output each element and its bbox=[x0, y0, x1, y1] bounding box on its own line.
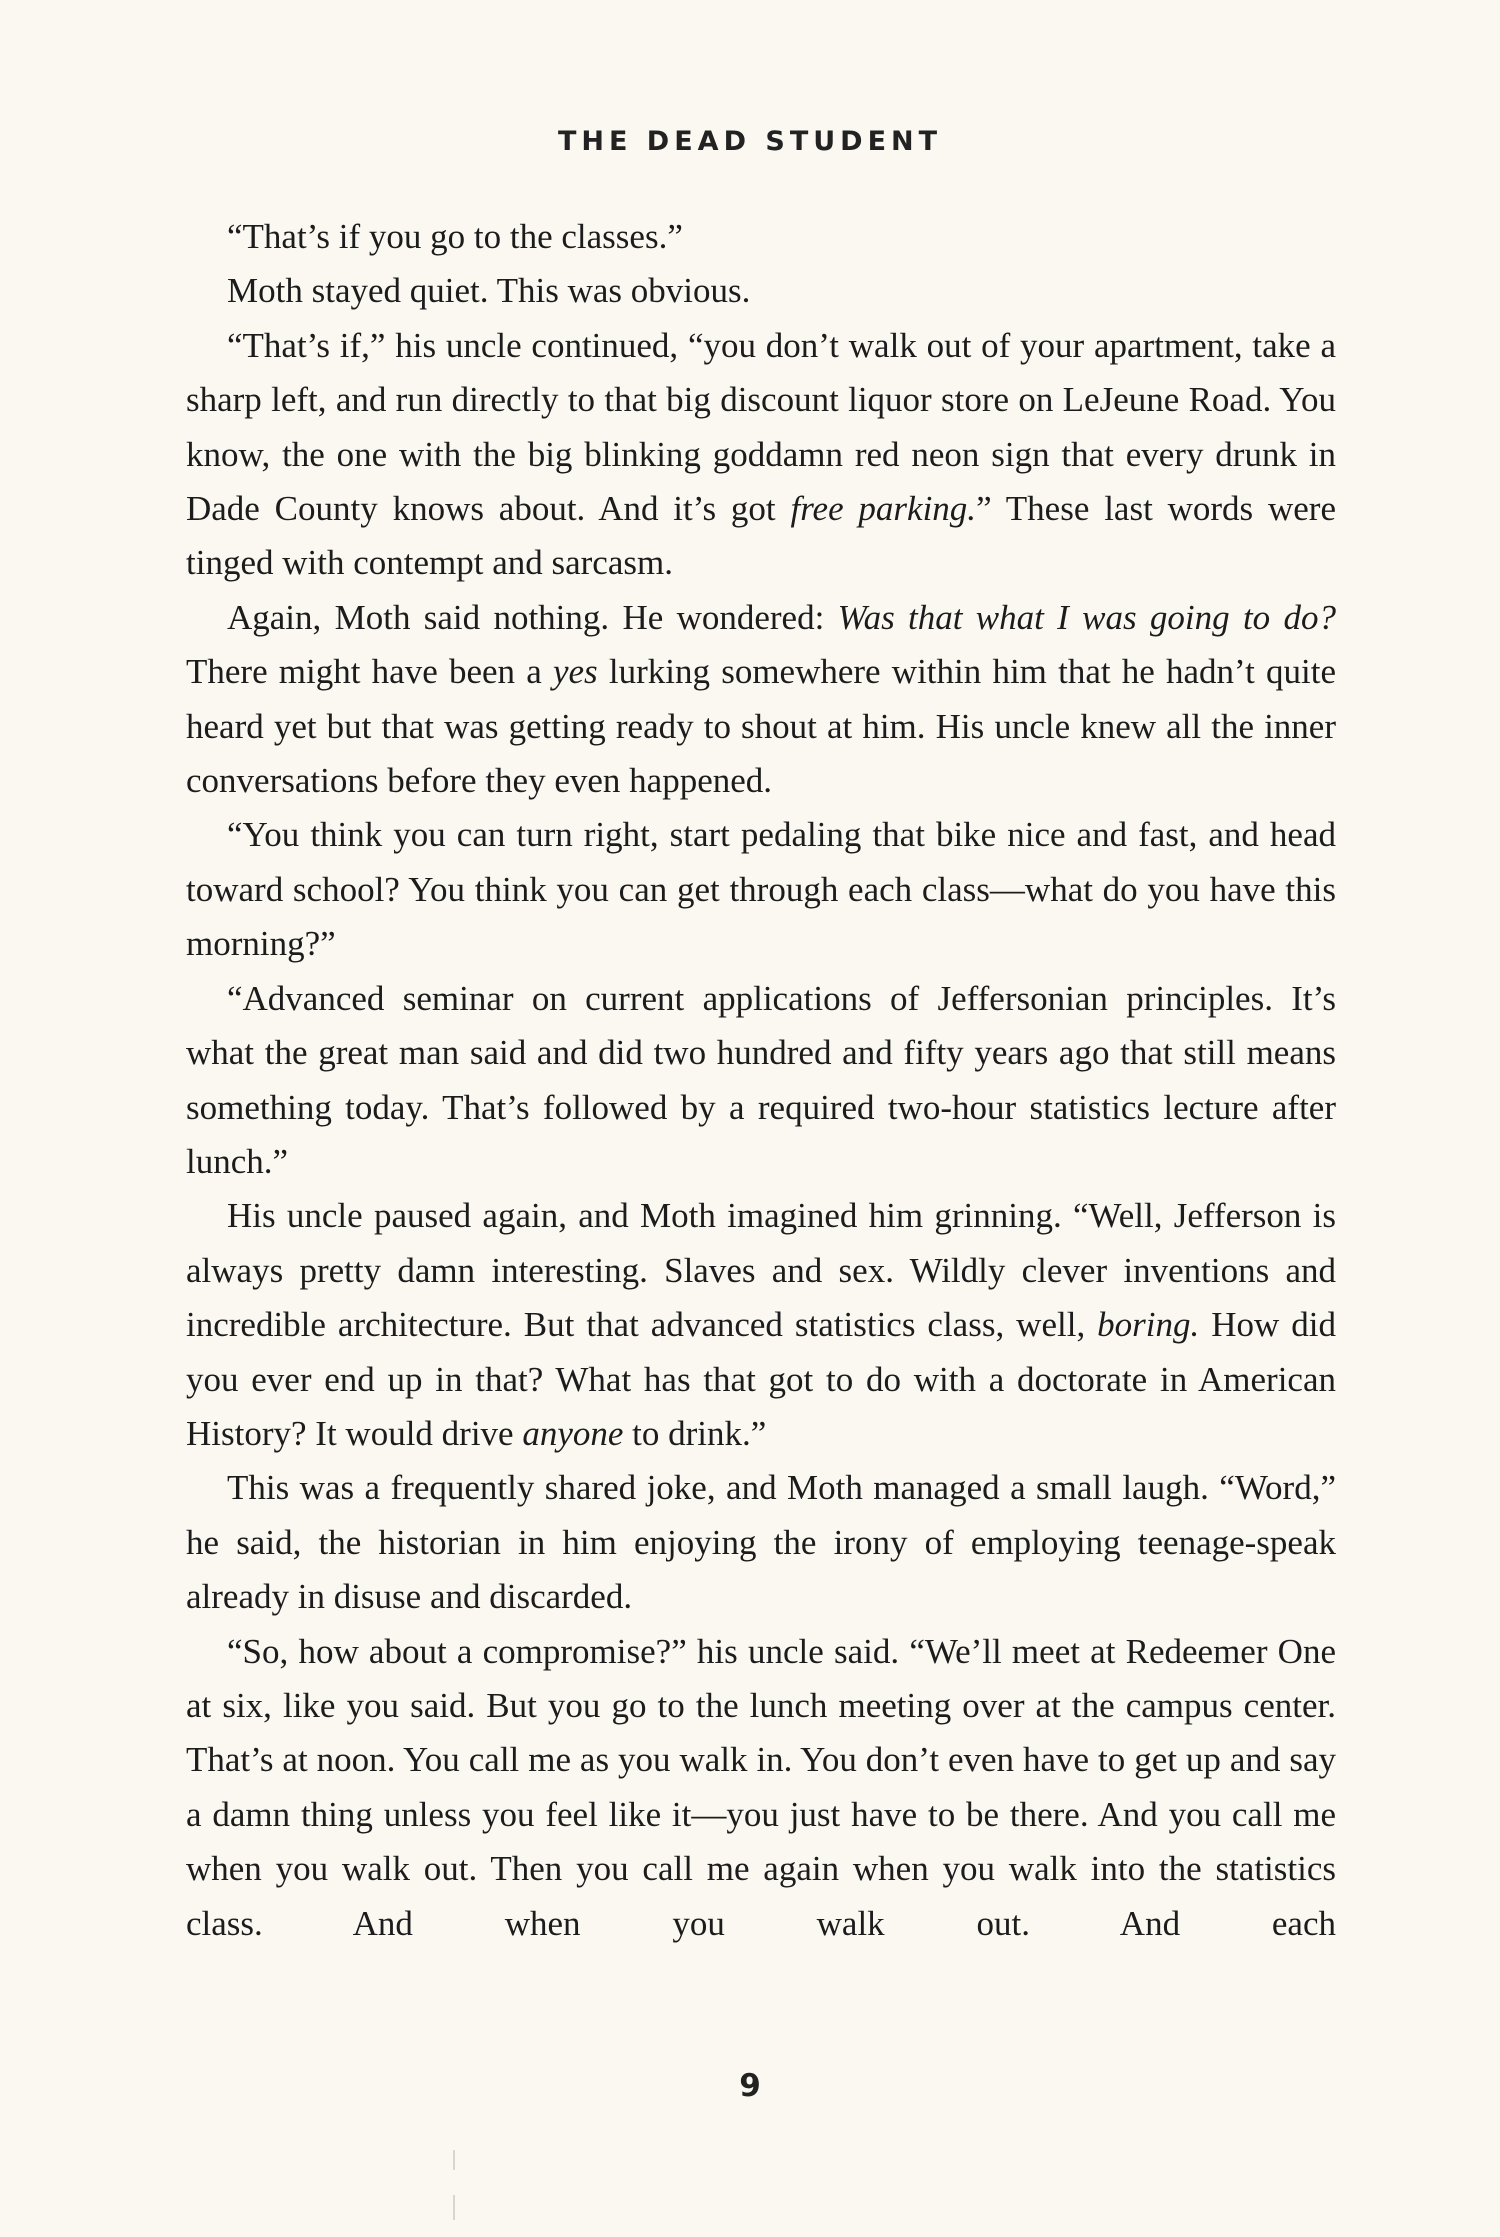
page-number: 9 bbox=[739, 2068, 761, 2104]
paragraph bbox=[186, 1189, 1336, 1461]
text-run: Moth stayed quiet. This was obvious. bbox=[227, 271, 751, 311]
page-crease-mark bbox=[453, 2150, 455, 2170]
text-run: “That’s if you go to the classes.” bbox=[227, 217, 683, 256]
italic-run: Was that what I was going to do? bbox=[837, 597, 1336, 637]
paragraph bbox=[186, 319, 1336, 591]
paragraph bbox=[186, 264, 1336, 318]
text-run: There might have been a bbox=[186, 652, 553, 692]
text-run: This was a frequently shared joke, and Moth managed a small laugh. “Word,” he said, the historian in him enjoying the irony of employing teenage-speak already in disuse and discarded. bbox=[186, 1468, 1336, 1617]
paragraph bbox=[186, 591, 1336, 809]
text-run: “Advanced seminar on current applications of Jeffersonian principles. It’s what the great man said and did two hundred and fifty years ago that still means something today. That’s followed by a required two-hour statistics lecture after lunch.” bbox=[186, 978, 1336, 1181]
paragraph bbox=[186, 972, 1336, 1190]
text-run: How did you ever end up in that? What has that got to do with a doctorate in American History? It would drive bbox=[186, 1305, 1337, 1453]
text-run: to drink.” bbox=[623, 1413, 767, 1453]
running-head: THE DEAD STUDENT bbox=[557, 126, 943, 157]
body-text bbox=[186, 210, 1336, 1951]
text-run: “You think you can turn right, start pedaling that bike nice and fast, and head toward school? You think you can get through each class—what do you have this morning?” bbox=[186, 815, 1336, 964]
italic-run: anyone bbox=[522, 1413, 624, 1453]
italic-run: free parking. bbox=[790, 489, 977, 529]
italic-run: yes bbox=[552, 652, 598, 692]
page-crease-mark bbox=[453, 2195, 455, 2220]
italic-run: boring. bbox=[1097, 1305, 1200, 1345]
paragraph bbox=[186, 1461, 1336, 1624]
text-run: Again, Moth said nothing. He wondered: bbox=[227, 597, 838, 637]
text-run: His uncle paused again, and Moth imagined him grinning. “Well, Jefferson is always pretty damn interesting. Slaves and sex. Wildly clever inventions and incredible architecture. But that advanced statistics class, well, bbox=[186, 1196, 1336, 1345]
paragraph bbox=[186, 1625, 1336, 1951]
paragraph bbox=[186, 210, 1336, 264]
paragraph bbox=[186, 808, 1336, 971]
text-run: “That’s if,” his uncle continued, “you don’t walk out of your apartment, take a sharp left, and run directly to that big discount liquor store on LeJeune Road. You know, the one with the big blinking goddamn red neon sign that every drunk in Dade County knows about. And it’s got bbox=[186, 325, 1336, 529]
text-run: lurking somewhere within him that he hadn’t quite heard yet but that was getting ready to shout at him. His uncle knew all the inner conversations before they even happened. bbox=[186, 652, 1336, 801]
text-run: “So, how about a compromise?” his uncle said. “We’ll meet at Redeemer One at six, like you said. But you go to the lunch meeting over at the campus center. That’s at noon. You call me as you walk in. You don’t even have to get up and say a damn thing unless you feel like it—you just have to be there. And you call me when you walk out. Then you call me again when you walk into the statistics class. And when you walk out. And each bbox=[186, 1631, 1336, 1943]
text-run: ” These last words were tinged with contempt and sarcasm. bbox=[186, 489, 1336, 583]
